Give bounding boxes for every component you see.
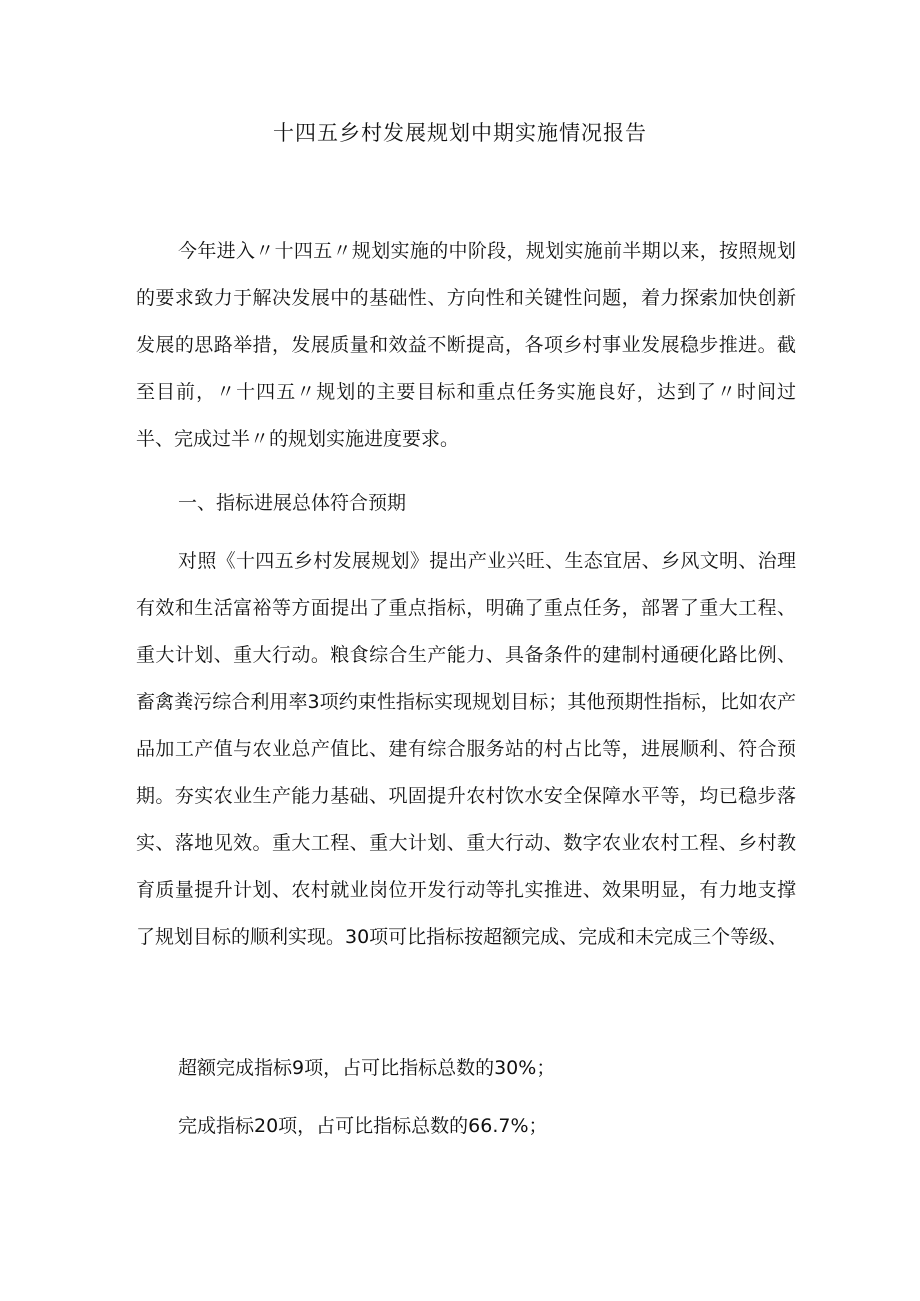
stat-line-exceeded: 超额完成指标9项，占可比指标总数的30%； <box>178 1057 556 1079</box>
stat-line-completed: 完成指标20项，占可比指标总数的66.7%； <box>178 1115 548 1137</box>
document-title: 十四五乡村发展规划中期实施情况报告 <box>273 121 647 145</box>
intro-paragraph: 今年进入〃十四五〃规划实施的中阶段，规划实施前半期以来，按照规划的要求致力于解决发展中的基础性、方向性和关键性问题，着力探索加快创新发展的思路举措，发展质量和效益不断提高，各项乡村事业发展稳步推进。截至目前，〃十四五〃规划的主要目标和重点任务实施良好，达到了〃时间过半、完成过半〃的规划实施进度要求。 <box>136 240 796 450</box>
section-heading: 一、指标进展总体符合预期 <box>178 492 407 514</box>
section-paragraph: 对照《十四五乡村发展规划》提出产业兴旺、生态宜居、乡风文明、治理有效和生活富裕等方面提出了重点指标，明确了重点任务，部署了重大工程、重大计划、重大行动。粮食综合生产能力、具备条件的建制村通硬化路比例、畜禽粪污综合利用率3项约束性指标实现规划目标；其他预期性指标，比如农产品加工产值与农业总产值比、建有综合服务站的村占比等，进展顺利、符合预期。夯实农业生产能力基础、巩固提升农村饮水安全保障水平等，均已稳步落实、落地见效。重大工程、重大计划、重大行动、数字农业农村工程、乡村教育质量提升计划、农村就业岗位开发行动等扎实推进、效果明显，有力地支撑了规划目标的顺利实现。30项可比指标按超额完成、完成和未完成三个等级、 <box>136 550 796 948</box>
